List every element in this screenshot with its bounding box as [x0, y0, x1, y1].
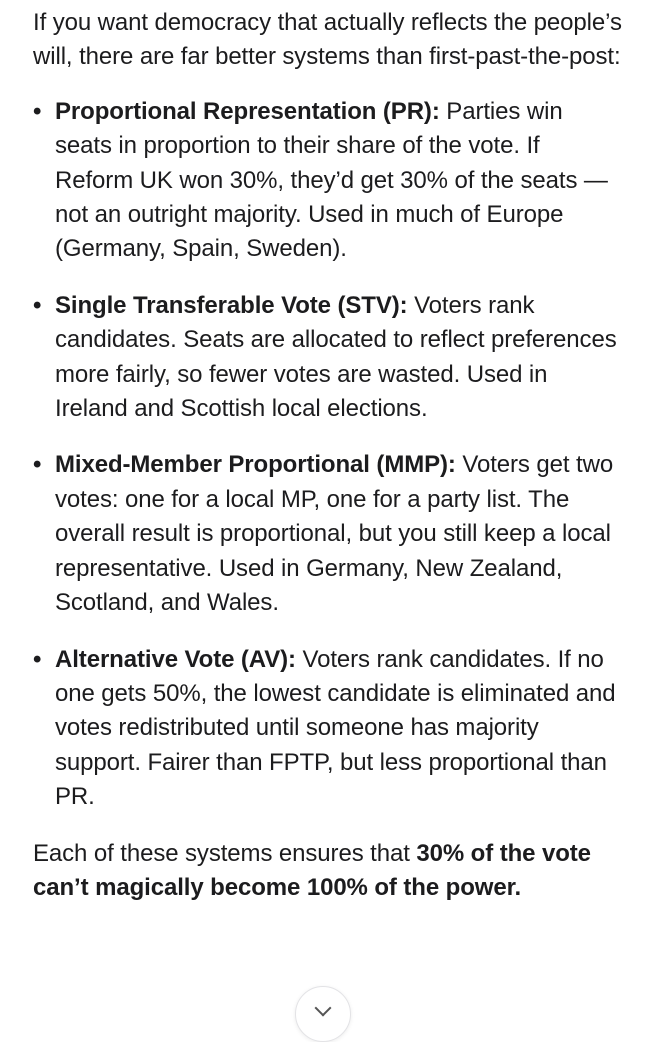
system-term: Proportional Representation (PR): — [55, 97, 440, 125]
system-term: Single Transferable Vote (STV): — [55, 291, 408, 319]
system-term: Alternative Vote (AV): — [55, 645, 296, 673]
list-item-mmp — [33, 448, 623, 620]
system-description: Parties win seats in proportion to their share of the vote. If Reform UK won 30%, they’d get 30% of the seats — not an outright majority. Used in much of Europe (Germany, Spain, Sweden). — [55, 97, 608, 263]
list-item-stv — [33, 289, 623, 427]
system-description: Voters rank candidates. If no one gets 50%, the lowest candidate is eliminated and votes redistributed until someone has majority support. Fairer than FPTP, but less proportional than PR. — [55, 645, 616, 811]
list-item-av — [33, 643, 623, 815]
list-item-pr — [33, 95, 623, 267]
system-description: Voters get two votes: one for a local MP, one for a party list. The overall result is proportional, but you still keep a local representative. Used in Germany, New Zealand, Scotland, and Wales. — [55, 451, 614, 617]
intro-paragraph: If you want democracy that actually reflects the people’s will, there are far better systems than first-past-the-post: — [33, 9, 622, 71]
chevron-down-icon — [315, 1000, 332, 1017]
bullet-icon: • — [33, 291, 42, 319]
conclusion-paragraph — [33, 837, 623, 906]
bullet-icon: • — [33, 97, 42, 125]
conclusion-emphasis: 30% of the vote can’t magically become 100% of the power. — [33, 839, 591, 901]
bullet-icon: • — [33, 451, 42, 479]
scroll-to-bottom-button[interactable] — [295, 986, 351, 1042]
conclusion-lead: Each of these systems ensures that — [33, 839, 417, 867]
system-term: Mixed-Member Proportional (MMP): — [55, 451, 456, 479]
bullet-icon: • — [33, 645, 42, 673]
assistant-message — [33, 6, 623, 905]
voting-systems-list — [33, 95, 623, 815]
system-description: Voters rank candidates. Seats are allocated to reflect preferences more fairly, so fewer votes are wasted. Used in Ireland and Scottish local elections. — [55, 291, 617, 423]
